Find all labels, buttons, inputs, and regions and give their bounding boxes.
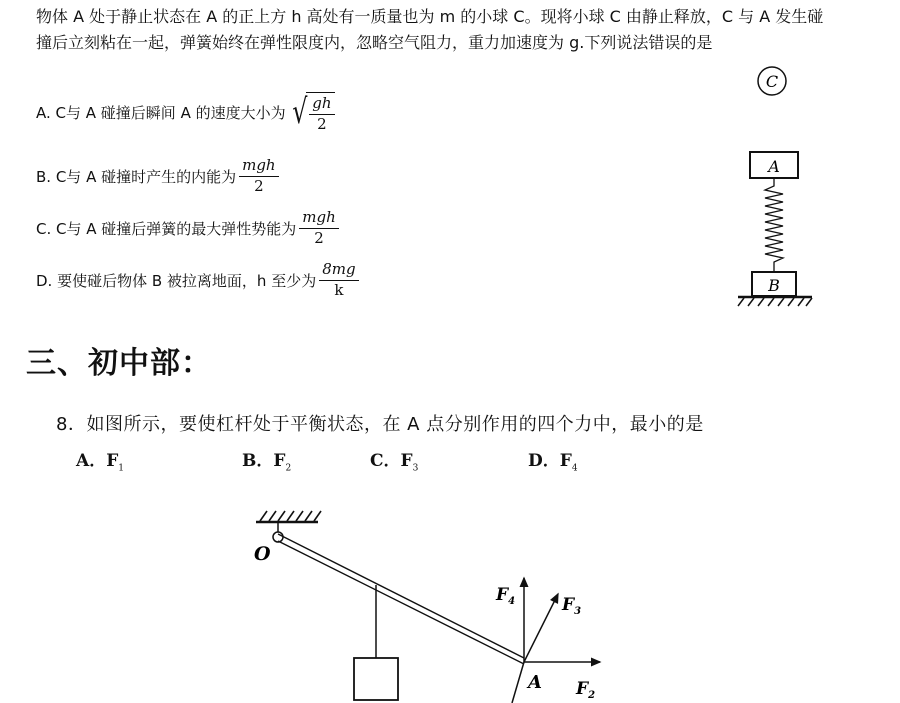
- option-d-denominator: k: [334, 280, 344, 299]
- option-c-fraction: [299, 210, 339, 247]
- problem7-line2: 撞后立刻粘在一起，弹簧始终在弹性限度内，忽略空气阻力，重力加速度为 g.下列说法错误的是: [36, 33, 713, 52]
- spring-block-figure: [730, 60, 830, 315]
- force-f1: [512, 662, 524, 703]
- option-b-denominator: 2: [254, 176, 264, 195]
- choice-d-sub: 4: [571, 463, 578, 474]
- option-a-fraction: [309, 96, 334, 133]
- choice-b-sub: 2: [285, 463, 292, 474]
- f2-label: $F_2$: [576, 679, 596, 701]
- option-d: [36, 262, 359, 299]
- hanging-weight: [354, 658, 398, 700]
- choice-a-sub: 1: [118, 463, 124, 474]
- option-b-text: B. C与 A 碰撞时产生的内能为: [36, 167, 237, 186]
- option-a-numerator: gh: [309, 96, 334, 115]
- option-c-text: C. C与 A 碰撞后弹簧的最大弹性势能为: [36, 219, 297, 238]
- choice-b-letter: B．F: [242, 451, 286, 471]
- option-a: [36, 92, 335, 133]
- choice-d: [528, 446, 578, 473]
- option-b: [36, 158, 279, 195]
- option-a-denominator: 2: [317, 114, 327, 133]
- option-d-numerator: 8mg: [319, 262, 358, 281]
- section-heading: 三、初中部：: [26, 346, 212, 381]
- option-a-text: A. C与 A 碰撞后瞬间 A 的速度大小为: [36, 103, 286, 122]
- choice-c: [370, 446, 418, 473]
- f3-label: $F_3$: [562, 595, 582, 617]
- choice-a-letter: A．F: [76, 451, 119, 471]
- problem8-question: 8．如图所示，要使杠杆处于平衡状态，在 A 点分别作用的四个力中，最小的是: [56, 414, 704, 435]
- ball-c-label: C: [765, 72, 779, 91]
- f4-label: $F_4$: [496, 585, 516, 607]
- choice-c-sub: 3: [412, 463, 419, 474]
- option-b-fraction: [239, 158, 279, 195]
- option-c: [36, 210, 339, 247]
- choice-c-letter: C．F: [370, 451, 413, 471]
- pivot-o: [273, 532, 283, 542]
- force-f3-arrow: [524, 594, 558, 662]
- choice-d-letter: D．F: [528, 451, 572, 471]
- choice-a: [76, 446, 124, 473]
- option-d-fraction: [319, 262, 358, 299]
- choice-b: [242, 446, 291, 473]
- problem7-line1: 物体 A 处于静止状态在 A 的正上方 h 高处有一质量也为 m 的小球 C。现将小球 C 由静止释放，C 与 A 发生碰: [36, 7, 824, 26]
- lever-figure: [240, 500, 620, 703]
- ceiling-hatch: [256, 511, 321, 522]
- lever-bar-bottom: [278, 541, 524, 664]
- ground-hatch: [738, 297, 812, 306]
- block-a-label: A: [768, 157, 780, 176]
- sqrt-expression: [289, 92, 335, 133]
- option-c-numerator: mgh: [299, 210, 339, 229]
- pivot-o-label: O: [254, 543, 271, 565]
- lever-bar-top: [278, 534, 524, 658]
- option-c-denominator: 2: [314, 228, 324, 247]
- block-b-label: B: [768, 276, 780, 295]
- option-b-numerator: mgh: [239, 158, 279, 177]
- option-d-text: D. 要使碰后物体 B 被拉离地面，h 至少为: [36, 271, 317, 290]
- spring: [765, 178, 783, 272]
- point-a-label: A: [528, 672, 542, 693]
- sqrt-sign: √: [291, 92, 308, 133]
